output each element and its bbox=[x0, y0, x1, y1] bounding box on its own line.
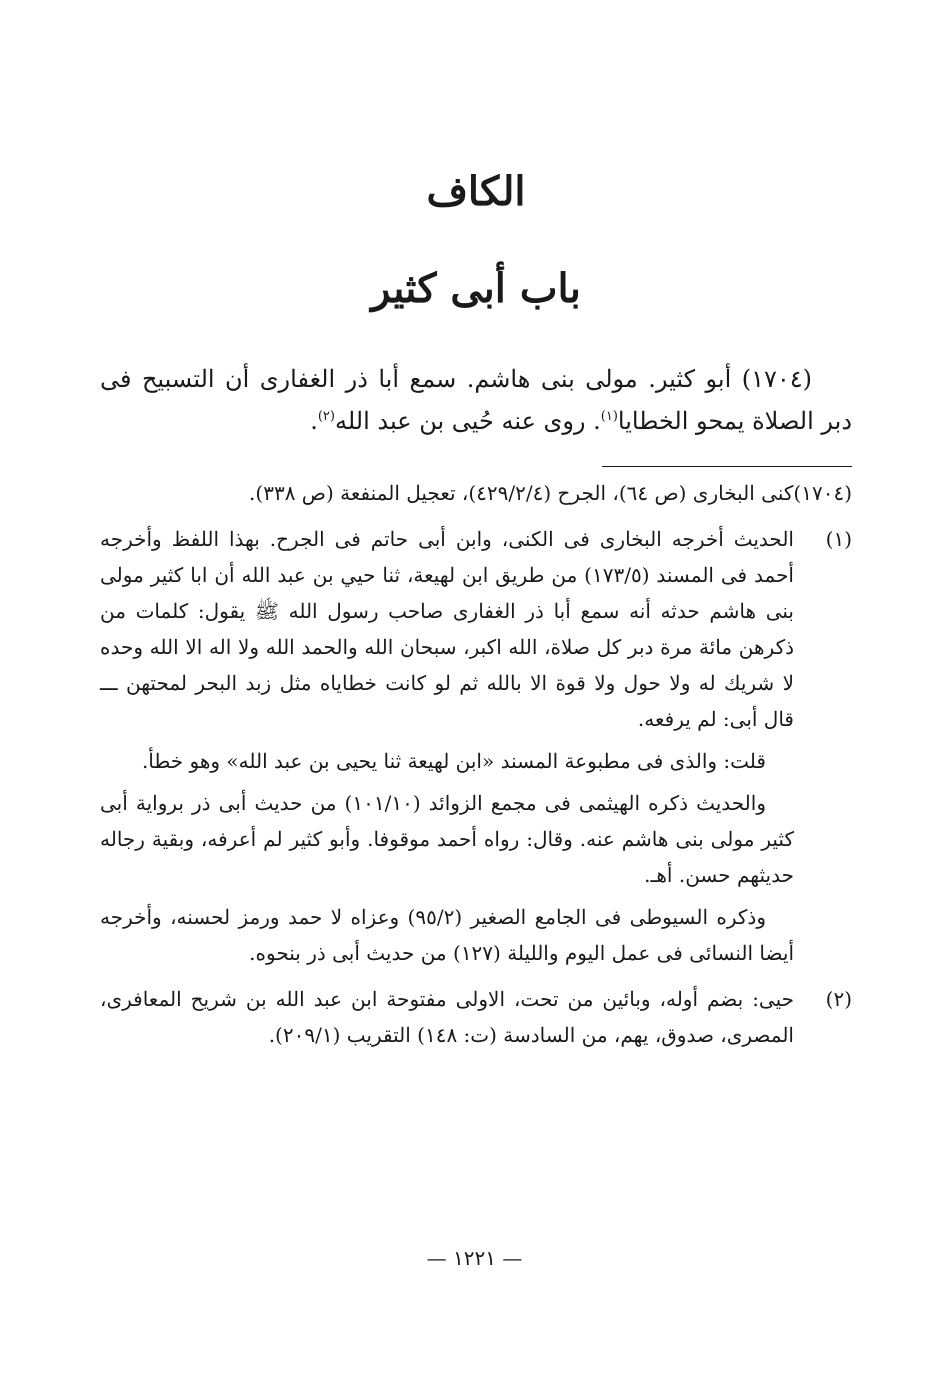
footnote bbox=[100, 981, 852, 1059]
entry-text-2: . روى عنه حُيى بن عبد الله bbox=[334, 407, 601, 435]
footnote-body bbox=[100, 521, 794, 977]
footnote-paragraph: قلت: والذى فى مطبوعة المسند «ابن لهيعة ثنا يحيى بن عبد الله» وهو خطأ. bbox=[141, 749, 766, 773]
footnote-ref-2: (٢) bbox=[317, 409, 335, 424]
footnote-paragraph: حيى: بضم أوله، وبائين من تحت، الاولى مفتوحة ابن عبد الله بن شريح المعافرى، المصرى، صدوق، يهم، من السادسة (ت: ١٤٨) التقريب (٢٠٩/١). bbox=[100, 987, 794, 1047]
footnote-ref-1: (١) bbox=[600, 409, 618, 424]
footnote-paragraph: كنى البخارى (ص ٦٤)، الجرح (٤٢٩/٢/٤)، تعجيل المنفعة (ص ٣٣٨). bbox=[249, 481, 794, 505]
footnote-paragraph: والحديث ذكره الهيثمى فى مجمع الزوائد (١٠١/١٠) من حديث أبى ذر برواية أبى كثير مولى بنى هاشم عنه. وقال: رواه أحمد موقوفا. وأبو كثير لم أعرفه، وبقية رجاله حديثهم حسن. أهـ. bbox=[100, 791, 794, 887]
footnote bbox=[100, 475, 852, 517]
section-title: باب أبى كثير bbox=[371, 265, 581, 312]
page-number: — ١٢٢١ — bbox=[426, 1246, 523, 1270]
footnote-body bbox=[100, 475, 793, 517]
entry-text-3: . bbox=[310, 407, 318, 435]
chapter-title: الكاف bbox=[426, 168, 526, 215]
footnote-number: (١) bbox=[825, 527, 852, 551]
footnote-paragraph: وذكره السيوطى فى الجامع الصغير (٩٥/٢) وعزاه لا حمد ورمز لحسنه، وأخرجه أيضا النسائى فى عمل اليوم والليلة (١٢٧) من حديث أبى ذر بنحوه. bbox=[100, 905, 794, 965]
footnote-number: (٢) bbox=[825, 987, 852, 1011]
footnote-body bbox=[100, 981, 794, 1059]
footnote-separator bbox=[602, 466, 852, 467]
entry-paragraph bbox=[100, 358, 852, 442]
footnote-paragraph: الحديث أخرجه البخارى فى الكنى، وابن أبى حاتم فى الجرح. بهذا اللفظ وأخرجه أحمد فى المسند (١٧٣/٥) من طريق ابن لهيعة، ثنا حيي بن عبد الله أن ابا كثير مولى بنى هاشم حدثه أنه سمع أبا ذر الغفارى صاحب رسول الله ﷺ يقول: كلمات من ذكرهن مائة مرة دبر كل صلاة، الله اكبر، سبحان الله والحمد الله ولا اله الا الله وحده لا شريك له ولا حول ولا قوة الا بالله ثم لو كانت خطاياه مثل زبد البحر لمحتهن ـــ قال أبى: لم يرفعه. bbox=[100, 527, 795, 731]
page-content bbox=[100, 160, 852, 1059]
footnote-number: (١٧٠٤) bbox=[793, 481, 852, 505]
footnote bbox=[100, 521, 852, 977]
entry-text: (١٧٠٤) أبو كثير. مولى بنى هاشم. سمع أبا ذر الغفارى أن التسبيح فى دبر الصلاة يمحو الخطايا bbox=[100, 365, 852, 435]
